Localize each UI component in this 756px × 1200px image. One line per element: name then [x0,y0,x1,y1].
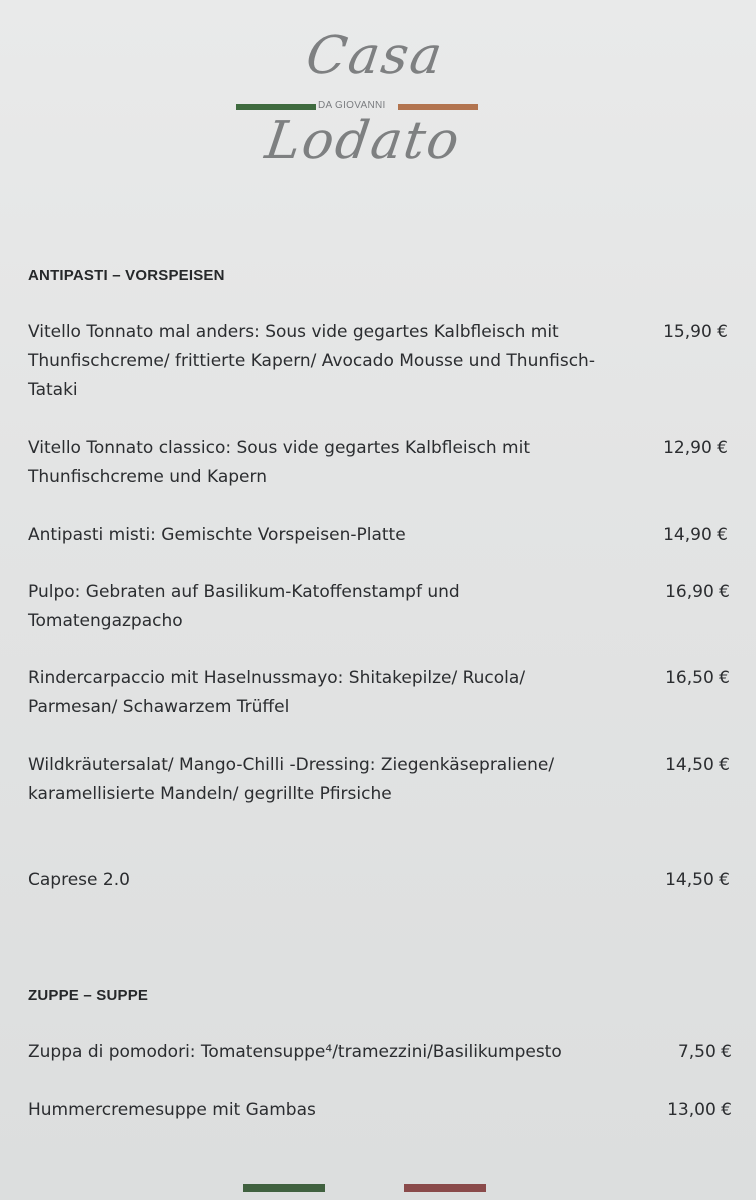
menu-item [28,866,728,895]
item-description: Vitello Tonnato classico: Sous vide gegartes Kalbfleisch mit Thunfischcreme und Kapern [28,438,530,487]
menu-item [28,521,728,550]
logo-script-text: Casa Lodato [261,26,465,171]
item-description: Zuppa di pomodori: Tomatensuppe⁴/tramezzini/Basilikumpesto [28,1042,562,1062]
footer-green-bar [243,1184,325,1192]
menu-item [28,1038,732,1067]
menu-item [28,318,728,405]
item-description: Pulpo: Gebraten auf Basilikum-Katoffenstampf und Tomatengazpacho [28,582,460,631]
menu-item [28,1096,732,1125]
item-description: Vitello Tonnato mal anders: Sous vide gegartes Kalbfleisch mit Thunfischcreme/ frittierte Kapern/ Avocado Mousse und Thunfisch-Tataki [28,322,595,400]
item-price: 7,50 € [677,1042,732,1062]
logo-green-bar [236,104,316,110]
menu-item [28,664,728,722]
item-price: 16,90 € [665,582,730,602]
item-description: Hummercremesuppe mit Gambas [28,1100,316,1120]
logo-red-bar [398,104,478,110]
menu-item [28,751,728,809]
item-price: 12,90 € [663,438,728,458]
item-price: 14,50 € [665,755,730,775]
item-description: Antipasti misti: Gemischte Vorspeisen-Platte [28,525,406,545]
item-description: Wildkräutersalat/ Mango-Chilli -Dressing: Ziegenkäsepraliene/ karamellisierte Mandeln/ gegrillte Pfirsiche [28,755,555,804]
item-price: 13,00 € [667,1100,732,1120]
item-price: 15,90 € [663,322,728,342]
logo-subtitle: DA GIOVANNI [318,100,386,111]
item-description: Rindercarpaccio mit Haselnussmayo: Shitakepilze/ Rucola/ Parmesan/ Schawarzem Trüffel [28,668,526,717]
restaurant-logo [230,14,520,171]
menu-item [28,434,728,492]
menu-item [28,578,728,636]
item-description: Caprese 2.0 [28,870,130,890]
item-price: 14,90 € [663,525,728,545]
item-price: 14,50 € [665,870,730,890]
footer-red-bar [404,1184,486,1192]
section-title-zuppe: ZUPPE – SUPPE [28,987,149,1004]
section-title-antipasti: ANTIPASTI – VORSPEISEN [28,267,225,284]
item-price: 16,50 € [665,668,730,688]
